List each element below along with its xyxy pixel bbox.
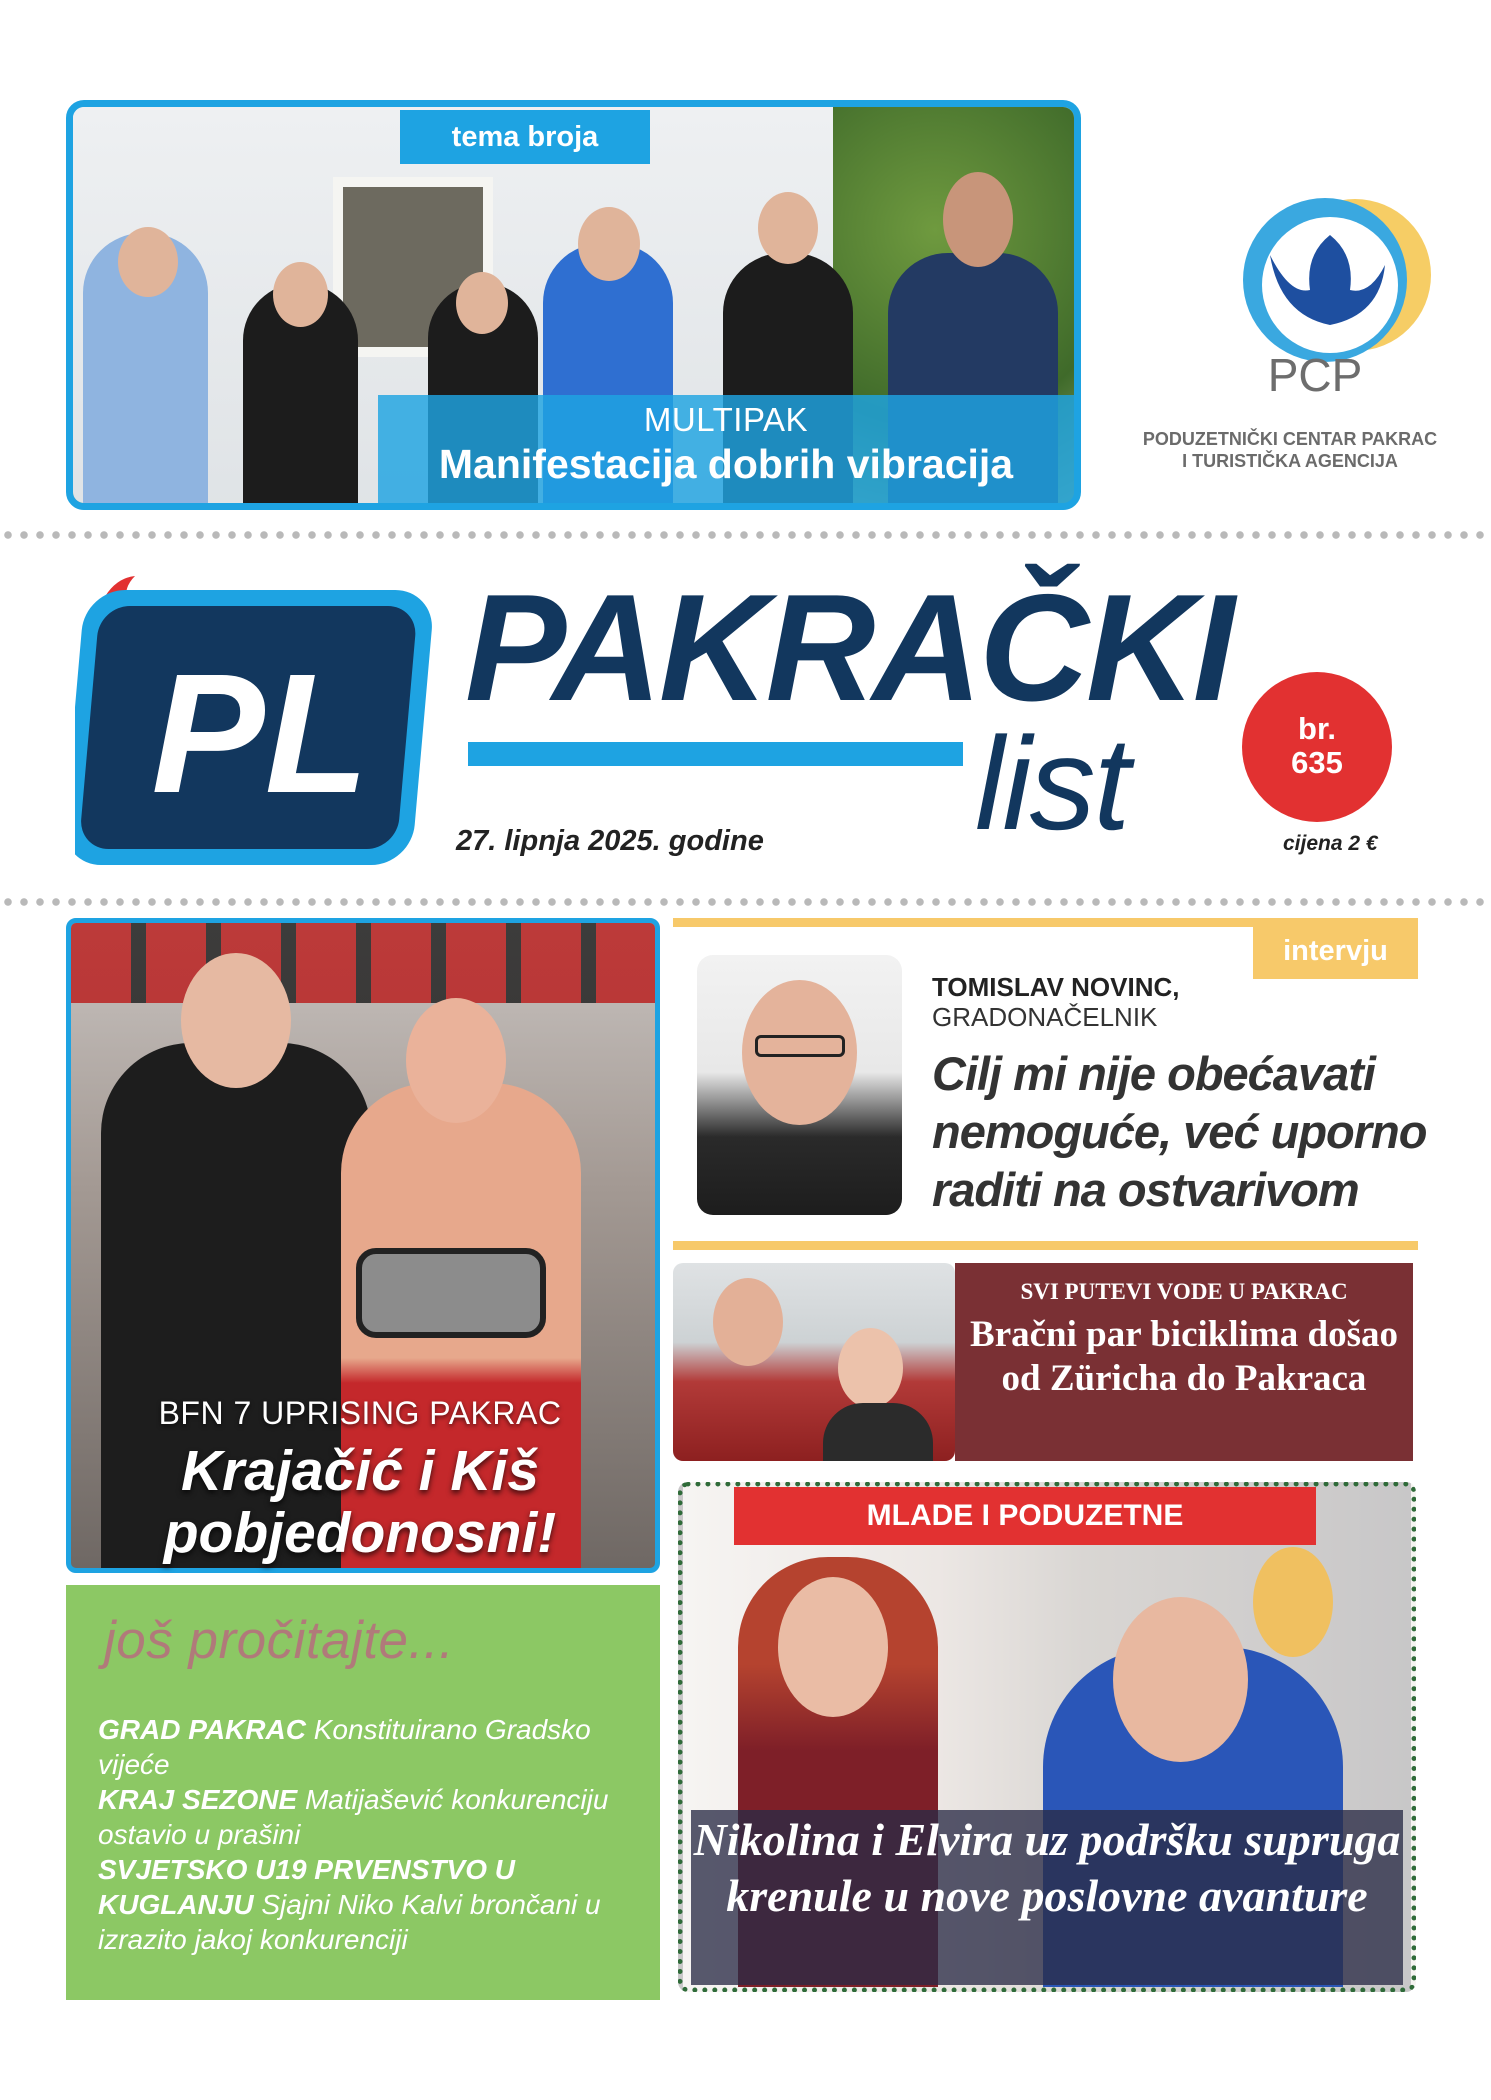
more-article-text: Konstituirano Gradsko vijeće [98,1714,591,1780]
interview-bottom-bar [673,1241,1418,1250]
logo-text: PCP [1267,349,1363,395]
person-head [1113,1597,1248,1762]
person-figure [823,1403,933,1461]
mlade-headline[interactable]: Nikolina i Elvira uz podršku supruga krenule u nove poslovne avanture [693,1814,1401,1921]
top-feature-caption[interactable] [378,395,1074,503]
sponsor-name-line2: I TURISTIČKA AGENCIJA [1182,451,1398,471]
logo-letters: PL [151,639,369,829]
person-head [713,1278,783,1366]
more-article-label: GRAD PAKRAC [98,1714,306,1745]
ring-ropes [71,923,655,1003]
issue-label: br. [1298,711,1336,746]
bike-kicker: SVI PUTEVI VODE U PAKRAC [1020,1279,1348,1304]
more-article-text: Matijašević konkurenciju ostavio u prašini [98,1784,609,1850]
mlade-tag: MLADE I PODUZETNE [734,1487,1316,1545]
logo-dot [1356,254,1374,272]
issue-number-badge [1242,672,1392,822]
more-article-item[interactable] [98,1782,658,1852]
more-article-text: Sjajni Niko Kalvi brončani u izrazito jakoj konkurenciji [98,1889,601,1955]
bfn-kicker: BFN 7 UPRISING PAKRAC [158,1395,562,1431]
person-head [273,262,328,327]
belt-icon [356,1248,546,1338]
bike-article-box[interactable] [955,1263,1413,1461]
person-head [578,207,640,281]
person-head [181,953,291,1088]
more-article-label: SVJETSKO U19 PRVENSTVO U KUGLANJU [98,1854,516,1920]
person-head [118,227,178,297]
person-head [943,172,1013,267]
more-article-label: KRAJ SEZONE [98,1784,298,1815]
fighter-head [406,998,506,1123]
interview-headline[interactable]: Cilj mi nije obećavati nemoguće, već uporno raditi na ostvarivom [932,1047,1427,1216]
person-head [758,192,818,264]
interview-tag: intervju [1253,924,1418,979]
person-head [456,272,508,334]
pcp-logo[interactable] [1210,195,1460,395]
top-feature-headline[interactable]: Manifestacija dobrih vibracija [438,441,1014,487]
more-articles-title: još pročitajte... [104,1611,455,1670]
more-articles-list [98,1712,658,1957]
interview-photo[interactable] [697,955,902,1215]
dotted-divider [0,530,1491,540]
sponsor-name [1120,428,1460,472]
person-head [838,1328,903,1408]
bike-headline[interactable]: Bračni par biciklima došao od Züricha do Pakraca [970,1314,1398,1399]
issue-date: 27. lipnja 2025. godine [456,825,764,857]
masthead-subtitle: list [975,710,1129,857]
price-label: cijena 2 € [1283,832,1378,855]
glasses-icon [755,1035,845,1057]
interview-role: GRADONAČELNIK [932,1002,1158,1032]
person-head [778,1577,888,1717]
interview-name: TOMISLAV NOVINC, [932,972,1180,1002]
masthead-title: PAKRAČKI [465,563,1232,733]
pl-logo[interactable] [75,570,445,870]
balloon-icon [1253,1547,1333,1657]
masthead-bar [468,742,963,766]
sponsor-name-line1: PODUZETNIČKI CENTAR PAKRAC [1142,429,1438,449]
bike-couple-photo[interactable] [673,1263,955,1461]
top-feature-kicker: MULTIPAK [643,401,809,438]
more-article-item[interactable] [98,1712,658,1782]
dotted-divider [0,897,1491,907]
issue-number: 635 [1291,745,1343,780]
bfn-headline[interactable]: Krajačić i Kiš pobjedonosni! [163,1439,557,1565]
tema-broja-tag: tema broja [400,110,650,164]
more-article-item[interactable] [98,1852,658,1957]
